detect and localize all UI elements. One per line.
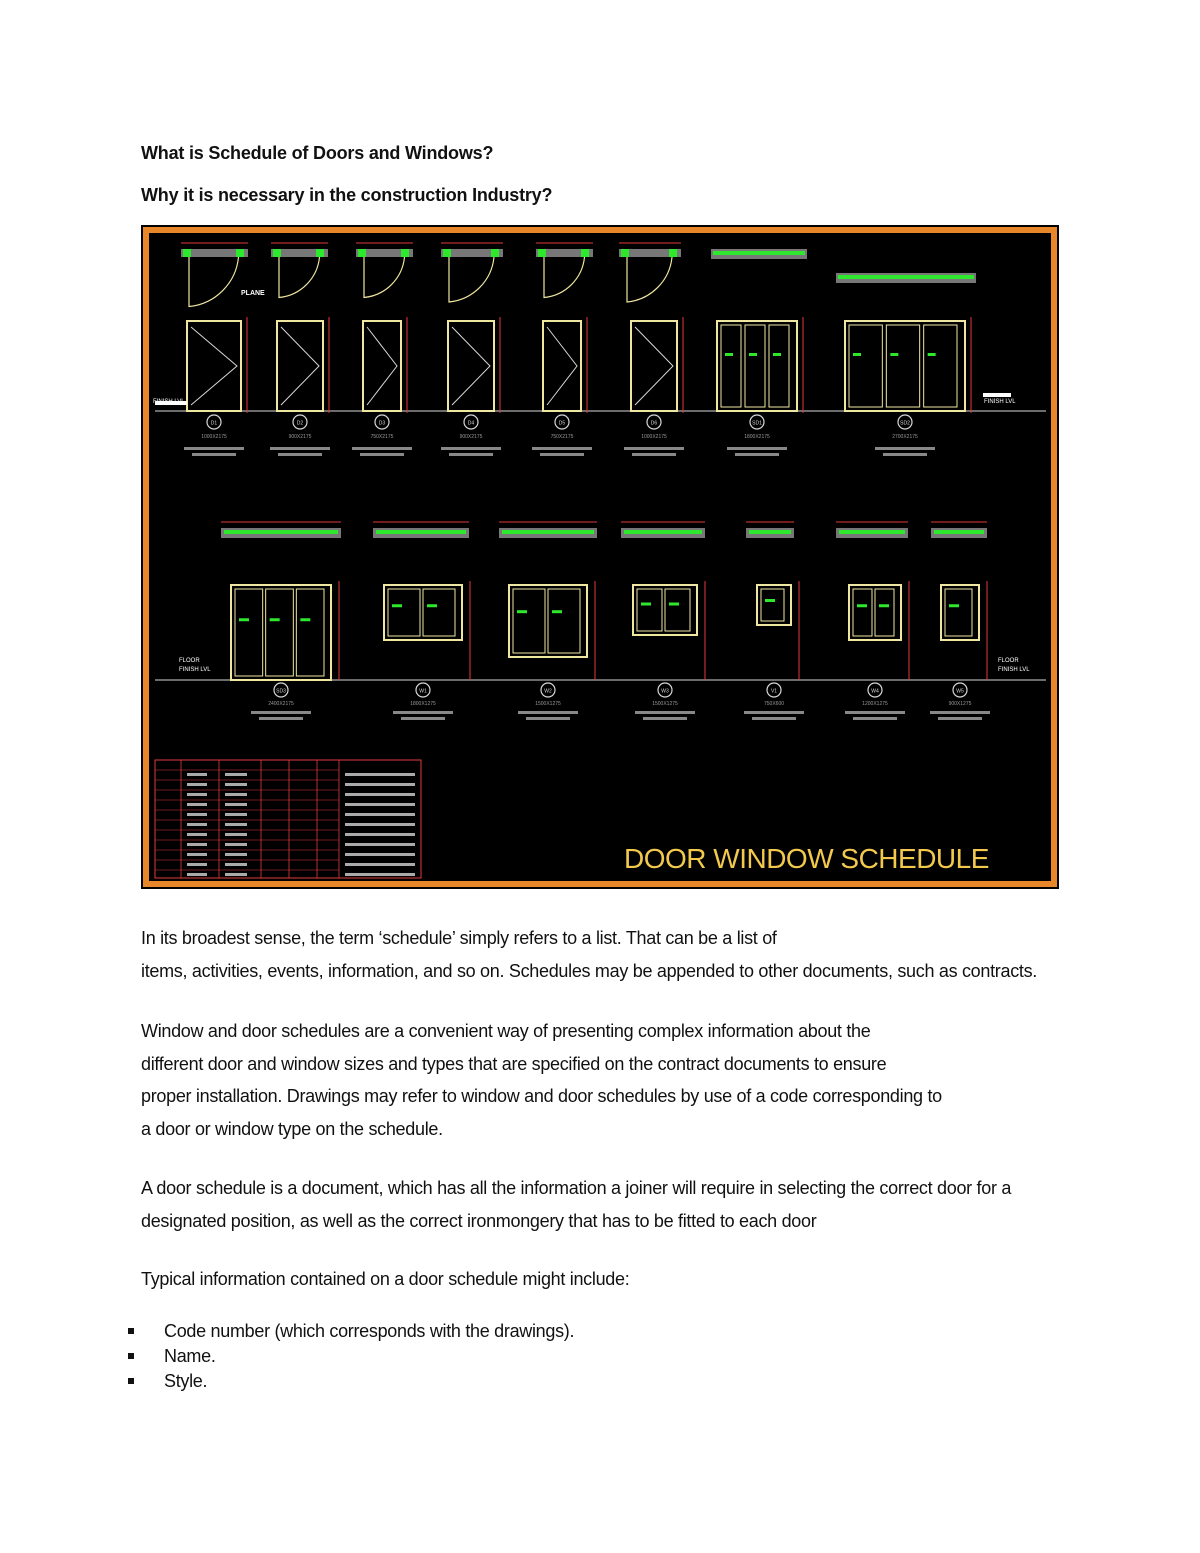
list-item-text: Name. — [164, 1346, 216, 1366]
schedule-note — [345, 773, 415, 776]
window-handle — [857, 604, 867, 607]
door-tag: SD1 — [752, 420, 762, 427]
door-plan-jamb — [491, 249, 499, 257]
door-size: 1000X2175 — [641, 434, 667, 440]
door-spec-line — [735, 453, 779, 456]
door-tag: SD2 — [900, 420, 910, 427]
window-tag: W1 — [419, 688, 427, 695]
schedule-cell — [225, 773, 247, 776]
schedule-cell — [187, 833, 207, 836]
schedule-note — [345, 853, 415, 856]
door-tag: D5 — [558, 420, 566, 427]
list-item — [128, 1319, 574, 1344]
window-spec-line — [518, 711, 578, 714]
schedule-cell — [225, 783, 247, 786]
window-tag: W4 — [871, 688, 879, 695]
door-plan-jamb — [358, 249, 366, 257]
text-line: a door or window type on the schedule. — [141, 1118, 443, 1139]
schedule-cell — [225, 873, 247, 876]
plan-label: PLANE — [241, 290, 265, 297]
schedule-cell — [225, 823, 247, 826]
door-spec-line — [883, 453, 927, 456]
door-size: 750X2175 — [550, 434, 574, 440]
bullet-list — [128, 1319, 574, 1394]
door-tag: D4 — [467, 420, 475, 427]
list-item-text: Style. — [164, 1371, 208, 1391]
window-handle — [552, 610, 562, 613]
window-spec-line — [401, 717, 445, 720]
schedule-note — [345, 783, 415, 786]
schedule-cell — [225, 853, 247, 856]
schedule-note — [345, 873, 415, 876]
drawing-caption: DOOR WINDOW SCHEDULE — [624, 843, 989, 874]
door-spec-line — [727, 447, 787, 450]
door-size: 900X2175 — [459, 434, 483, 440]
bullet-icon — [128, 1353, 134, 1359]
level-marker — [983, 393, 1011, 397]
door-spec-line — [192, 453, 236, 456]
list-item — [128, 1344, 574, 1369]
schedule-cell — [187, 823, 207, 826]
door-plan-jamb — [183, 249, 191, 257]
schedule-note — [345, 813, 415, 816]
door-plan-jamb — [581, 249, 589, 257]
schedule-cell — [187, 853, 207, 856]
window-spec-line — [259, 717, 303, 720]
window-handle — [669, 603, 679, 606]
paragraph-definition — [141, 922, 1037, 987]
window-handle — [427, 604, 437, 607]
list-item — [128, 1369, 574, 1394]
window-handle — [517, 610, 527, 613]
window-spec-line — [853, 717, 897, 720]
window-handle — [239, 618, 249, 621]
door-handle — [928, 353, 936, 356]
door-spec-line — [532, 447, 592, 450]
door-handle — [890, 353, 898, 356]
window-tag: W2 — [544, 688, 552, 695]
door-spec-line — [352, 447, 412, 450]
door-spec-line — [270, 447, 330, 450]
door-spec-line — [875, 447, 935, 450]
text-line: In its broadest sense, the term ‘schedule’ simply refers to a list. That can be a list of — [141, 928, 777, 948]
level-label-right: FINISH LVL — [984, 399, 1016, 405]
text-line: items, activities, events, information, and so on. Schedules may be appended to other documents, such as contracts. — [141, 960, 1038, 981]
window-size: 1500X1275 — [535, 701, 561, 707]
window-handle — [949, 604, 959, 607]
door-spec-line — [360, 453, 404, 456]
window-plan-glass — [749, 530, 791, 534]
schedule-cell — [187, 803, 207, 806]
schedule-cell — [187, 873, 207, 876]
door-handle — [853, 353, 861, 356]
window-handle — [392, 604, 402, 607]
window-size: 1800X1275 — [410, 701, 436, 707]
floor-label-left: FLOOR — [179, 658, 200, 664]
schedule-note — [345, 863, 415, 866]
door-plan-jamb — [316, 249, 324, 257]
door-plan-jamb — [538, 249, 546, 257]
text-line: designated position, as well as the correct ironmongery that has to be fitted to each door — [141, 1210, 817, 1231]
door-tag: D3 — [378, 420, 386, 427]
door-handle — [773, 353, 781, 356]
schedule-cell — [225, 863, 247, 866]
schedule-cell — [225, 793, 247, 796]
window-spec-line — [752, 717, 796, 720]
window-plan-glass — [839, 530, 905, 534]
window-handle — [641, 603, 651, 606]
window-tag: W5 — [956, 688, 964, 695]
schedule-note — [345, 833, 415, 836]
schedule-cell — [187, 863, 207, 866]
window-handle — [270, 618, 280, 621]
door-spec-line — [632, 453, 676, 456]
door-size: 1800X2175 — [744, 434, 770, 440]
door-plan-jamb — [669, 249, 677, 257]
door-size: 750X2175 — [370, 434, 394, 440]
window-size: 900X1275 — [948, 701, 972, 707]
door-tag: D2 — [296, 420, 304, 427]
text-line: different door and window sizes and types that are specified on the contract documents to ensure — [141, 1053, 887, 1074]
door-plan-jamb — [236, 249, 244, 257]
text-line: Window and door schedules are a convenient way of presenting complex information about the — [141, 1021, 871, 1041]
window-spec-line — [845, 711, 905, 714]
window-spec-line — [526, 717, 570, 720]
window-plan-glass — [502, 530, 594, 534]
window-spec-line — [930, 711, 990, 714]
schedule-note — [345, 803, 415, 806]
door-spec-line — [449, 453, 493, 456]
window-spec-line — [643, 717, 687, 720]
schedule-cell — [225, 813, 247, 816]
text-line: Typical information contained on a door schedule might include: — [141, 1269, 630, 1289]
door-spec-line — [278, 453, 322, 456]
schedule-cell — [187, 783, 207, 786]
schedule-cell — [187, 793, 207, 796]
window-plan-glass — [934, 530, 984, 534]
floor-label-right: FLOOR — [998, 658, 1019, 664]
door-window-schedule-drawing — [141, 225, 1059, 889]
window-size: 2400X2175 — [268, 701, 294, 707]
window-size: 1200X1275 — [862, 701, 888, 707]
paragraph-window-door-schedules — [141, 1015, 942, 1145]
schedule-cell — [225, 843, 247, 846]
window-spec-line — [635, 711, 695, 714]
window-handle — [765, 599, 775, 602]
door-plan-jamb — [273, 249, 281, 257]
schedule-cell — [225, 833, 247, 836]
page-subtitle: Why it is necessary in the construction Industry? — [141, 185, 553, 205]
window-spec-line — [938, 717, 982, 720]
window-handle — [300, 618, 310, 621]
window-spec-line — [251, 711, 311, 714]
schedule-cell — [187, 773, 207, 776]
window-plan-glass — [624, 530, 702, 534]
window-tag: V1 — [770, 688, 778, 695]
text-line: proper installation. Drawings may refer to window and door schedules by use of a code corresponding to — [141, 1086, 942, 1106]
door-size: 2700X2175 — [892, 434, 918, 440]
window-spec-line — [393, 711, 453, 714]
window-handle — [879, 604, 889, 607]
window-tag: W3 — [661, 688, 669, 695]
door-plan-jamb — [443, 249, 451, 257]
window-size: 1500X1275 — [652, 701, 678, 707]
level-label-left-2: FINISH LVL — [179, 667, 211, 673]
door-tag: D6 — [650, 420, 658, 427]
door-size: 1000X2175 — [201, 434, 227, 440]
paragraph-door-schedule — [141, 1172, 1011, 1237]
bullet-icon — [128, 1328, 134, 1334]
door-spec-line — [184, 447, 244, 450]
text-line: A door schedule is a document, which has all the information a joiner will require in selecting the correct door for a — [141, 1178, 1012, 1198]
page-title: What is Schedule of Doors and Windows? — [141, 143, 494, 163]
bullet-icon — [128, 1378, 134, 1384]
door-size: 900X2175 — [288, 434, 312, 440]
door-plan-jamb — [401, 249, 409, 257]
level-label-right-2: FINISH LVL — [998, 667, 1030, 673]
door-spec-line — [441, 447, 501, 450]
door-handle — [725, 353, 733, 356]
level-label-left: FINISH LVL — [153, 399, 185, 405]
window-plan-glass — [376, 530, 466, 534]
schedule-note — [345, 793, 415, 796]
drawing-background — [141, 225, 1059, 889]
sliding-door-track — [838, 275, 974, 279]
window-tag: SD3 — [276, 688, 286, 695]
schedule-note — [345, 823, 415, 826]
door-plan-jamb — [621, 249, 629, 257]
door-spec-line — [540, 453, 584, 456]
schedule-cell — [187, 843, 207, 846]
schedule-cell — [187, 813, 207, 816]
paragraph-typical-info — [141, 1263, 629, 1296]
door-tag: D1 — [210, 420, 218, 427]
door-spec-line — [624, 447, 684, 450]
schedule-note — [345, 843, 415, 846]
window-spec-line — [744, 711, 804, 714]
window-plan-glass — [224, 530, 338, 534]
schedule-cell — [225, 803, 247, 806]
list-item-text: Code number (which corresponds with the drawings). — [164, 1321, 575, 1341]
sliding-door-track — [713, 251, 805, 255]
window-size: 750X600 — [763, 701, 785, 707]
door-handle — [749, 353, 757, 356]
